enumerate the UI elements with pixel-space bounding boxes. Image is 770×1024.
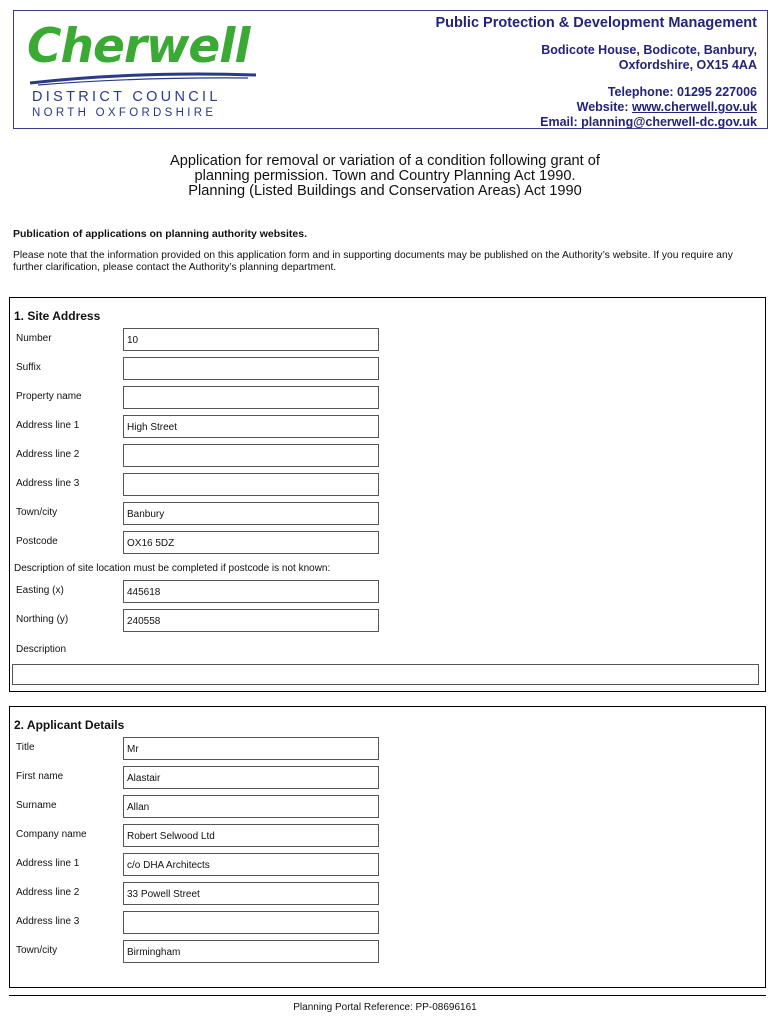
publication-heading: Publication of applications on planning authority websites. bbox=[13, 228, 308, 240]
region-name: NORTH OXFORDSHIRE bbox=[32, 107, 217, 119]
field-label: Property name bbox=[16, 391, 82, 402]
footer-divider bbox=[9, 995, 766, 996]
applicant-details-section bbox=[9, 706, 766, 988]
field-label: Suffix bbox=[16, 362, 41, 373]
company-name-field[interactable]: Robert Selwood Ltd bbox=[123, 824, 379, 847]
address-line-2: Oxfordshire, OX15 4AA bbox=[618, 58, 757, 72]
description-field[interactable] bbox=[12, 664, 759, 685]
field-label: Title bbox=[16, 742, 35, 753]
field-label: Address line 2 bbox=[16, 887, 80, 898]
publication-text: Please note that the information provided on this application form and in supporting documents may be published on the Authority’s website. If you require any further clarification, please contact the Authority’s planning department. bbox=[13, 250, 733, 273]
number-field[interactable]: 10 bbox=[123, 328, 379, 351]
field-label: Address line 3 bbox=[16, 478, 80, 489]
field-label: Address line 2 bbox=[16, 449, 80, 460]
cherwell-logo-text: Cherwell bbox=[27, 19, 250, 74]
field-label: Easting (x) bbox=[16, 585, 64, 596]
field-label: Company name bbox=[16, 829, 87, 840]
first-name-field[interactable]: Alastair bbox=[123, 766, 379, 789]
title-line-1: Application for removal or variation of a condition following grant of bbox=[170, 153, 600, 169]
suffix-field[interactable] bbox=[123, 357, 379, 380]
property-name-field[interactable] bbox=[123, 386, 379, 409]
council-name: DISTRICT COUNCIL bbox=[32, 89, 221, 105]
field-label: Postcode bbox=[16, 536, 58, 547]
letterhead bbox=[13, 10, 768, 129]
title-line-2: planning permission. Town and Country Planning Act 1990. bbox=[194, 168, 576, 184]
logo-swoosh-icon bbox=[28, 69, 258, 87]
address-line-3-field[interactable] bbox=[123, 473, 379, 496]
address-line-1-field[interactable]: High Street bbox=[123, 415, 379, 438]
section-title: 2. Applicant Details bbox=[14, 718, 125, 732]
contact-block bbox=[436, 15, 757, 130]
applicant-town-city-field[interactable]: Birmingham bbox=[123, 940, 379, 963]
field-label: First name bbox=[16, 771, 64, 782]
field-label: Address line 3 bbox=[16, 916, 80, 927]
address-line-2-field[interactable] bbox=[123, 444, 379, 467]
email[interactable]: Email: planning@cherwell-dc.gov.uk bbox=[540, 115, 757, 129]
applicant-address-line-3-field[interactable] bbox=[123, 911, 379, 934]
field-label: Town/city bbox=[16, 507, 58, 518]
field-label: Town/city bbox=[16, 945, 58, 956]
location-note: Description of site location must be completed if postcode is not known: bbox=[14, 563, 331, 574]
title-line-3: Planning (Listed Buildings and Conservation Areas) Act 1990 bbox=[188, 183, 582, 199]
address-line-1: Bodicote House, Bodicote, Banbury, bbox=[541, 43, 757, 57]
department-name: Public Protection & Development Management bbox=[435, 15, 757, 31]
applicant-address-line-1-field[interactable]: c/o DHA Architects bbox=[123, 853, 379, 876]
northing-field[interactable]: 240558 bbox=[123, 609, 379, 632]
postcode-field[interactable]: OX16 5DZ bbox=[123, 531, 379, 554]
form-title bbox=[0, 154, 770, 199]
website-link[interactable]: www.cherwell.gov.uk bbox=[631, 100, 757, 114]
title-field[interactable]: Mr bbox=[123, 737, 379, 760]
website-line bbox=[436, 100, 757, 115]
site-address-section bbox=[9, 297, 766, 692]
field-label: Address line 1 bbox=[16, 858, 80, 869]
field-label: Surname bbox=[16, 800, 57, 811]
section-title: 1. Site Address bbox=[14, 309, 101, 323]
telephone: Telephone: 01295 227006 bbox=[607, 85, 757, 99]
surname-field[interactable]: Allan bbox=[123, 795, 379, 818]
field-label: Address line 1 bbox=[16, 420, 80, 431]
field-label: Northing (y) bbox=[16, 614, 69, 625]
applicant-address-line-2-field[interactable]: 33 Powell Street bbox=[123, 882, 379, 905]
field-label: Description bbox=[16, 644, 67, 655]
portal-reference: Planning Portal Reference: PP-08696161 bbox=[293, 1002, 477, 1013]
field-label: Number bbox=[16, 333, 52, 344]
town-city-field[interactable]: Banbury bbox=[123, 502, 379, 525]
website-label: Website: bbox=[576, 100, 632, 114]
easting-field[interactable]: 445618 bbox=[123, 580, 379, 603]
